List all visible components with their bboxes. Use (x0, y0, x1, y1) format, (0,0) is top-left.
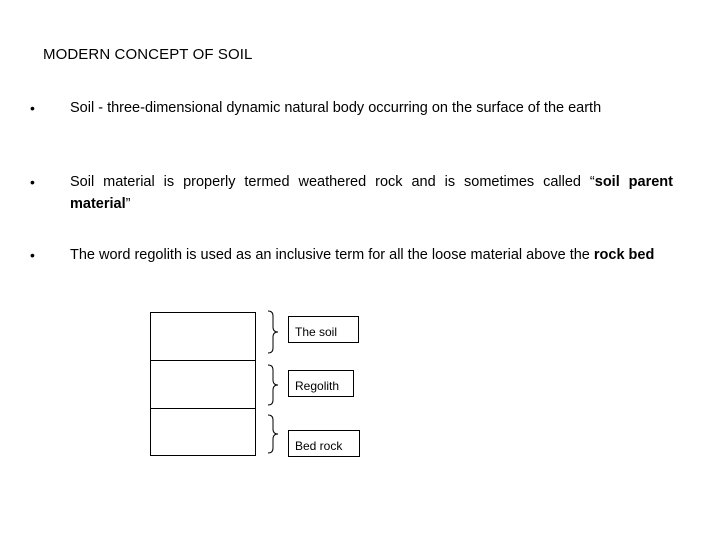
bullet-text-plain: The word regolith is used as an inclusive term for all the loose material above the (70, 247, 594, 263)
bullet-text (70, 244, 673, 266)
regolith-layer-box (150, 360, 256, 409)
brace-icon (262, 310, 282, 354)
bedrock-label: Bed rock (288, 430, 360, 457)
soil-label: The soil (288, 316, 359, 343)
bullet-text-plain: ” (125, 196, 131, 212)
bullet-text-plain: Soil material is properly termed weathered rock and is sometimes called “ (70, 174, 595, 190)
bullet-text-bold: soil parent material (70, 174, 673, 212)
bullet-text (70, 97, 673, 119)
bullet-text-plain: Soil - three-dimensional dynamic natural body occurring on the surface of the earth (70, 100, 602, 116)
brace-icon (262, 414, 282, 454)
bullet-text-bold: rock bed (593, 247, 655, 263)
bullet-dot: • (30, 247, 35, 263)
regolith-label: Regolith (288, 370, 354, 397)
bullet-dot: • (30, 100, 35, 116)
bullet-text (70, 171, 673, 215)
bedrock-layer-box (150, 408, 256, 456)
slide-title: MODERN CONCEPT OF SOIL (43, 46, 253, 63)
soil-layer-box (150, 312, 256, 361)
brace-icon (262, 364, 282, 406)
bullet-dot: • (30, 174, 35, 190)
